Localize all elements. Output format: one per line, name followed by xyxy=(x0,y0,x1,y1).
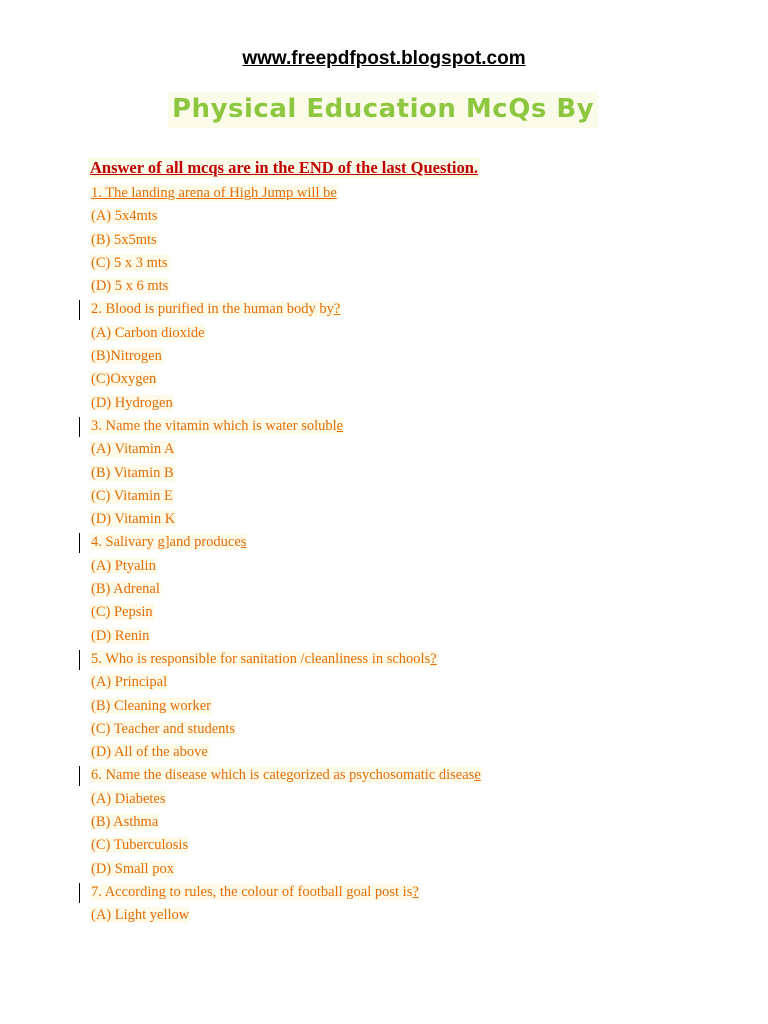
option-text: (B) Vitamin B xyxy=(91,464,174,481)
question-line xyxy=(90,182,730,205)
question-text: 2. Blood is purified in the human body by xyxy=(91,301,334,318)
option-text: (A) Light yellow xyxy=(91,907,190,924)
question-text: 1. The landing arena of High Jump will be xyxy=(91,185,337,201)
text-cursor-marker xyxy=(79,766,80,786)
option-line xyxy=(90,252,730,275)
option-text: (C) 5 x 3 mts xyxy=(91,254,168,271)
question-line xyxy=(90,415,730,438)
option-text: (A) Diabetes xyxy=(91,790,166,807)
option-text: (D) Vitamin K xyxy=(91,511,176,528)
question-tail: e xyxy=(474,767,481,784)
option-text: (A) Principal xyxy=(91,674,168,691)
option-text: (D) Hydrogen xyxy=(91,394,173,411)
option-text: (D) All of the above xyxy=(91,744,208,761)
question-text: 6. Name the disease which is categorized as psychosomatic diseas xyxy=(91,767,475,784)
option-line xyxy=(90,718,730,741)
question-tail: ? xyxy=(412,883,419,900)
option-text: (D) Small pox xyxy=(91,860,174,877)
site-url-link[interactable]: www.freepdfpost.blogspot.com xyxy=(242,48,526,69)
option-text: (A) Ptyalin xyxy=(91,557,156,574)
option-text: (B) Asthma xyxy=(91,814,159,831)
option-text: (C) Teacher and students xyxy=(91,720,236,737)
option-text: (D) Renin xyxy=(91,627,150,644)
option-line xyxy=(90,392,730,415)
question-line xyxy=(90,881,730,904)
option-text: (A) Vitamin A xyxy=(91,441,175,458)
option-line xyxy=(90,229,730,252)
option-line xyxy=(90,275,730,298)
question-tail: ? xyxy=(333,301,341,318)
option-line xyxy=(90,368,730,391)
question-line xyxy=(90,298,730,321)
option-line xyxy=(90,858,730,881)
option-line xyxy=(90,462,730,485)
option-text: (C)Oxygen xyxy=(91,371,157,388)
option-line xyxy=(90,811,730,834)
question-text: 3. Name the vitamin which is water solubl xyxy=(91,417,337,434)
option-text: (B) 5x5mts xyxy=(91,231,157,248)
option-line xyxy=(90,904,730,927)
option-text: (B) Cleaning worker xyxy=(91,697,211,714)
text-cursor-marker xyxy=(79,300,80,320)
option-text: (A) 5x4mts xyxy=(91,208,158,225)
option-line xyxy=(90,205,730,228)
text-cursor-marker xyxy=(79,533,80,553)
document-title: Physical Education McQs By xyxy=(168,92,598,128)
question-line xyxy=(90,648,730,671)
option-line xyxy=(90,485,730,508)
question-tail: e xyxy=(336,417,344,434)
option-line xyxy=(90,788,730,811)
option-line xyxy=(90,438,730,461)
answer-note: Answer of all mcqs are in the END of the last Question. xyxy=(90,158,479,177)
option-text: (C) Pepsin xyxy=(91,604,153,621)
option-line xyxy=(90,695,730,718)
option-text: (C) Tuberculosis xyxy=(91,837,189,854)
text-cursor-marker xyxy=(79,883,80,903)
option-line xyxy=(90,671,730,694)
question-tail: s xyxy=(240,534,247,551)
question-text: 7. According to rules, the colour of football goal post is xyxy=(91,883,413,900)
option-line xyxy=(90,578,730,601)
option-line xyxy=(90,834,730,857)
question-line xyxy=(90,531,730,554)
option-text: (B)Nitrogen xyxy=(91,348,162,365)
question-text: 4. Salivary g]and produce xyxy=(91,534,241,551)
option-line xyxy=(90,345,730,368)
option-text: (C) Vitamin E xyxy=(91,487,173,504)
option-line xyxy=(90,741,730,764)
mcq-list xyxy=(90,182,730,928)
text-cursor-marker xyxy=(79,650,80,670)
option-line xyxy=(90,601,730,624)
option-line xyxy=(90,508,730,531)
option-line xyxy=(90,555,730,578)
option-line xyxy=(90,625,730,648)
question-text: 5. Who is responsible for sanitation /cleanliness in schools xyxy=(91,650,431,667)
option-text: (D) 5 x 6 mts xyxy=(91,278,169,295)
text-cursor-marker xyxy=(79,417,80,437)
option-line xyxy=(90,322,730,345)
question-line xyxy=(90,764,730,787)
option-text: (B) Adrenal xyxy=(91,581,160,598)
question-tail: ? xyxy=(430,650,437,667)
option-text: (A) Carbon dioxide xyxy=(91,324,205,341)
